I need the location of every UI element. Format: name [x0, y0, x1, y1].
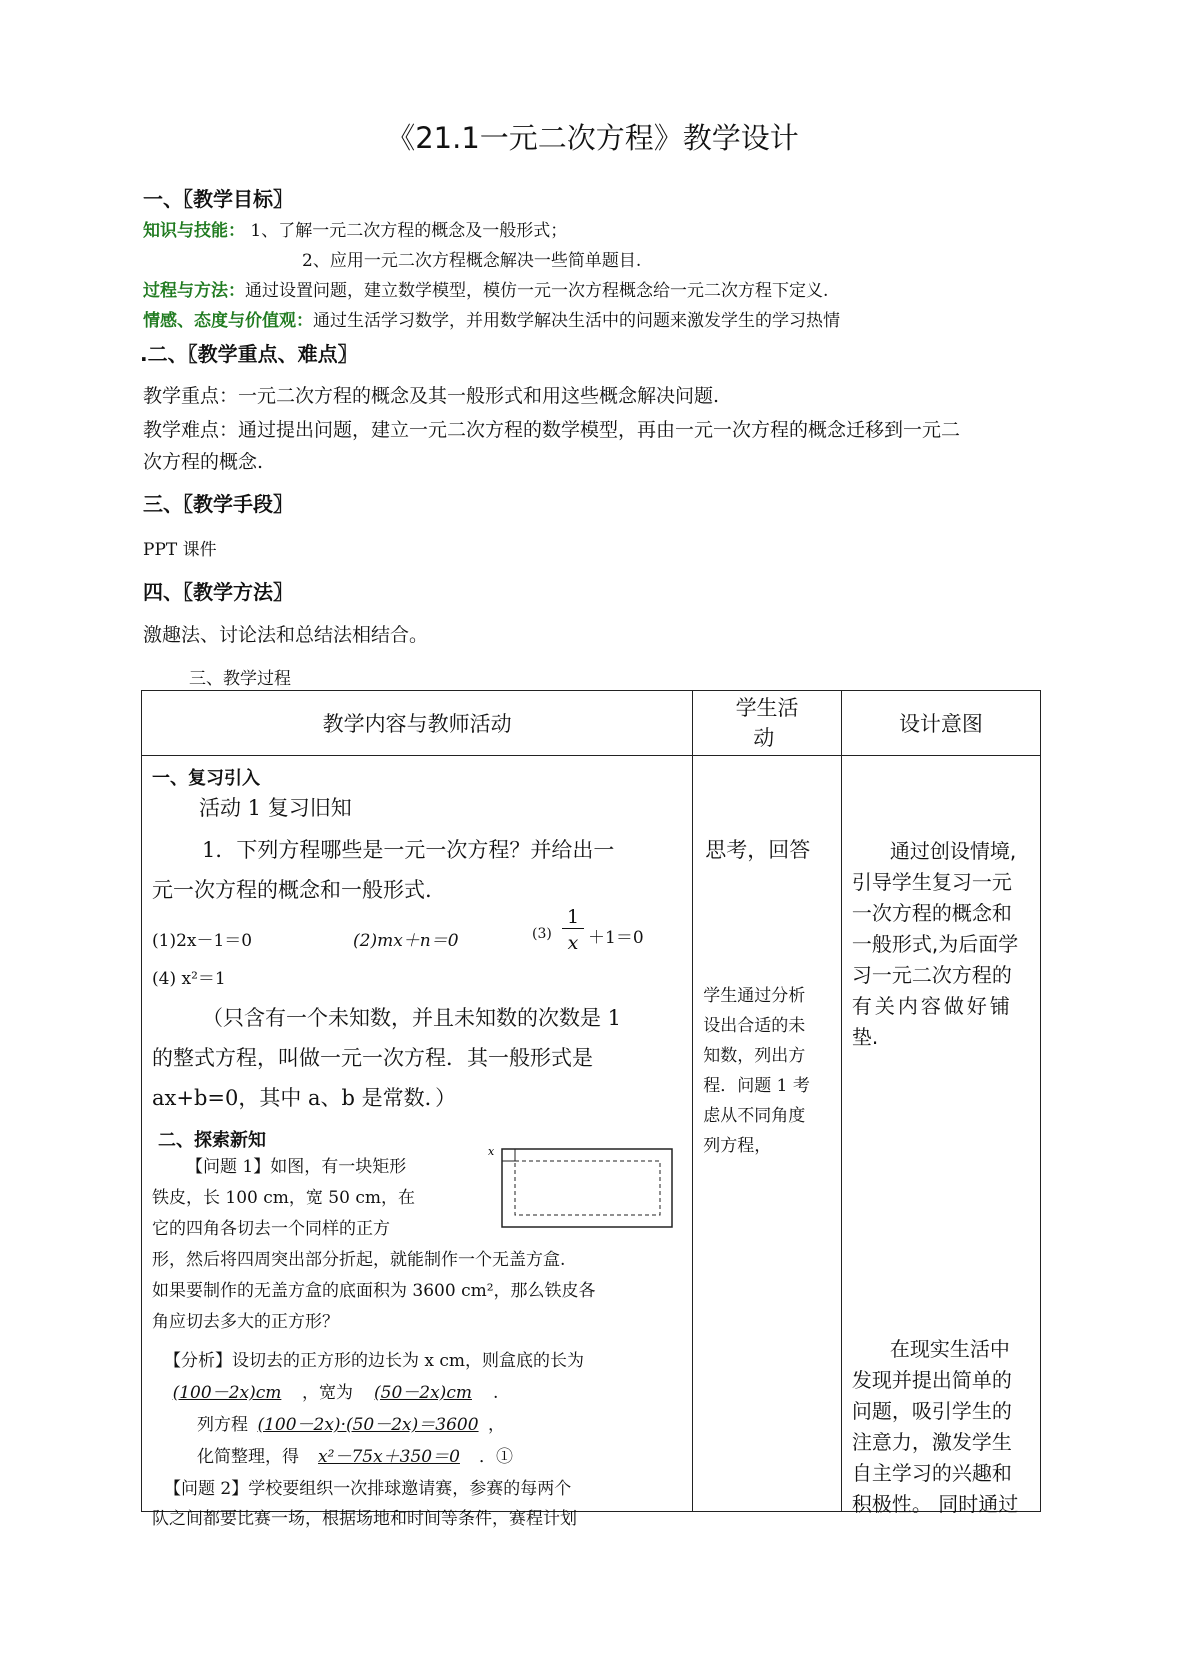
problem-1-line-2: 铁皮，长 100 cm，宽 50 cm，在 [152, 1188, 415, 1208]
simplify-line [197, 1442, 513, 1467]
difficulty-text-2: 次方程的概念. [143, 451, 264, 473]
page-title: 《21.1一元二次方程》教学设计 [386, 121, 799, 155]
header-student-line-2: 动 [753, 726, 775, 750]
knowledge-label: 知识与技能： [143, 221, 245, 241]
problem-1-line-5: 如果要制作的无盖方盒的底面积为 3600 cm²，那么铁皮各 [152, 1281, 596, 1301]
equation-3-number: (3) [532, 926, 552, 942]
knowledge-item-1: 1、了解一元二次方程的概念及一般形式； [250, 221, 568, 241]
review-heading: 一、复习引入 [152, 768, 260, 789]
fraction-denominator: x [567, 932, 579, 954]
header-content-label: 教学内容与教师活动 [322, 712, 512, 736]
intent-2-line-6: 积极性。 同时通过 [851, 1492, 1019, 1516]
process-line [143, 276, 828, 301]
intent-1-line-4: 一般形式,为后面学 [851, 932, 1019, 956]
answer-line-3: ax+b=0，其中 a、b 是常数．） [152, 1086, 457, 1110]
knowledge-line [143, 216, 567, 241]
emotion-line [143, 306, 840, 331]
question-1-line-2: 元一次方程的概念和一般形式. [152, 878, 432, 902]
equation-1: (1)2x－1＝0 [152, 931, 253, 951]
table-row [142, 756, 1041, 1512]
intent-2-line-2: 发现并提出简单的 [851, 1368, 1012, 1392]
equation-comma: ， [488, 1415, 505, 1435]
answer-line-2: 的整式方程，叫做一元一次方程．其一般形式是 [152, 1046, 593, 1070]
problem-1-line-4: 形，然后将四周突出部分折起，就能制作一个无盖方盒. [152, 1250, 566, 1270]
intent-1-line-7: 垫. [851, 1025, 879, 1049]
section-means-heading: 三、〖教学手段〗 [143, 492, 293, 516]
emotion-text: 通过生活学习数学，并用数学解决生活中的问题来激发学生的学习热情 [313, 311, 840, 331]
process-text: 通过设置问题，建立数学模型，模仿一元一次方程概念给一元二次方程下定义. [245, 281, 829, 301]
rectangle-sheet-figure [482, 1143, 692, 1233]
student-activity-2-line-2: 设出合适的未 [703, 1016, 806, 1036]
section-key-points-heading: .二、〖教学重点、难点〗 [140, 342, 358, 366]
student-activity-2-line-1: 学生通过分析 [703, 986, 806, 1006]
equation-2: (2)mx＋n＝0 [353, 931, 459, 951]
simplified-equation: x²－75x＋350＝0 [318, 1447, 460, 1467]
intent-2-line-1: 在现实生活中 [889, 1337, 1010, 1361]
design-intent-2 [852, 1334, 1018, 1520]
box-width-answer: (50－2x)cm [374, 1383, 472, 1403]
process-label: 过程与方法： [143, 281, 245, 301]
equation-marker: ．① [479, 1447, 513, 1467]
section-objectives-heading: 一、〖教学目标〗 [143, 187, 293, 211]
header-intent-label: 设计意图 [898, 712, 983, 736]
analysis-line-2 [152, 1378, 498, 1403]
box-length-answer: (100－2x)cm [172, 1383, 282, 1403]
intent-1-line-5: 习一元二次方程的 [851, 963, 1012, 987]
methods-text: 激趣法、讨论法和总结法相结合。 [143, 624, 429, 646]
intent-1-line-1: 通过创设情境, [889, 839, 1017, 863]
emotion-label: 情感、态度与价值观： [143, 311, 313, 331]
difficulty-text-1: 教学难点：通过提出问题，建立一元二次方程的数学模型，再由一元一次方程的概念迁移到一元二 [143, 419, 961, 441]
header-student [693, 691, 842, 756]
equation-4: (4) x²＝1 [152, 969, 226, 989]
problem-1-line-3: 它的四角各切去一个同样的正方 [152, 1219, 390, 1239]
fraction-numerator: 1 [562, 906, 584, 929]
key-point-text: 教学重点：一元二次方程的概念及其一般形式和用这些概念解决问题. [143, 385, 720, 407]
explore-heading: 二、探索新知 [158, 1130, 266, 1151]
process-table [141, 690, 1041, 1529]
design-intent-1 [852, 836, 1018, 1053]
student-activity-2-line-6: 列方程， [703, 1136, 772, 1156]
analysis-line-1: 【分析】设切去的正方形的边长为 x cm，则盒底的长为 [164, 1351, 585, 1371]
equation-line [197, 1410, 505, 1435]
figure-x-label: x [488, 1145, 495, 1158]
student-activity-2-line-5: 虑从不同角度 [703, 1106, 806, 1126]
problem-1-line-1: 【问题 1】如图，有一块矩形 [186, 1157, 407, 1177]
header-content [142, 691, 693, 756]
intent-2-line-3: 问题，吸引学生的 [851, 1399, 1012, 1423]
equation-3-rest: ＋1＝0 [588, 928, 644, 948]
intent-1-line-6: 有关内容做好铺 [851, 994, 1013, 1018]
analysis-period: . [493, 1383, 499, 1403]
student-activity-cell [693, 756, 842, 1512]
problem-2-line-1: 【问题 2】学校要组织一次排球邀请赛，参赛的每两个 [164, 1479, 572, 1499]
student-activity-2-line-4: 程．问题 1 考 [703, 1076, 810, 1096]
knowledge-item-2: 2、应用一元二次方程概念解决一些简单题目. [302, 251, 642, 271]
equation-3 [532, 906, 697, 966]
intent-1-line-3: 一次方程的概念和 [851, 901, 1012, 925]
intent-1-line-2: 引导学生复习一元 [851, 870, 1012, 894]
question-1-line-1: 1．下列方程哪些是一元一次方程？并给出一 [202, 838, 615, 862]
header-intent [841, 691, 1040, 756]
section-process-heading: 三、教学过程 [189, 669, 291, 689]
problem-1-line-6: 角应切去多大的正方形？ [152, 1312, 339, 1332]
equation-answer: (100－2x)·(50－2x)＝3600 [257, 1415, 479, 1435]
student-activity-1: 思考，回答 [705, 838, 811, 862]
problem-2-line-2: 队之间都要比赛一场，根据场地和时间等条件，赛程计划 [152, 1509, 577, 1529]
width-label: ，宽为 [302, 1383, 353, 1403]
intent-2-line-4: 注意力，激发学生 [851, 1430, 1012, 1454]
answer-line-1: （只含有一个未知数，并且未知数的次数是 1 [202, 1006, 622, 1030]
section-methods-heading: 四、〖教学方法〗 [143, 580, 293, 604]
student-activity-2-line-3: 知数，列出方 [703, 1046, 806, 1066]
content-cell [142, 756, 693, 1529]
header-student-line-1: 学生活 [735, 696, 799, 720]
activity-1-label: 活动 1 复习旧知 [199, 796, 352, 820]
design-intent-cell [841, 756, 1040, 1516]
intent-2-line-5: 自主学习的兴趣和 [851, 1461, 1012, 1485]
means-text: PPT 课件 [143, 540, 217, 560]
table-header-row [142, 691, 1041, 756]
equation-label: 列方程 [197, 1415, 248, 1435]
student-activity-2 [703, 981, 810, 1161]
simplify-label: 化简整理，得 [197, 1447, 299, 1467]
